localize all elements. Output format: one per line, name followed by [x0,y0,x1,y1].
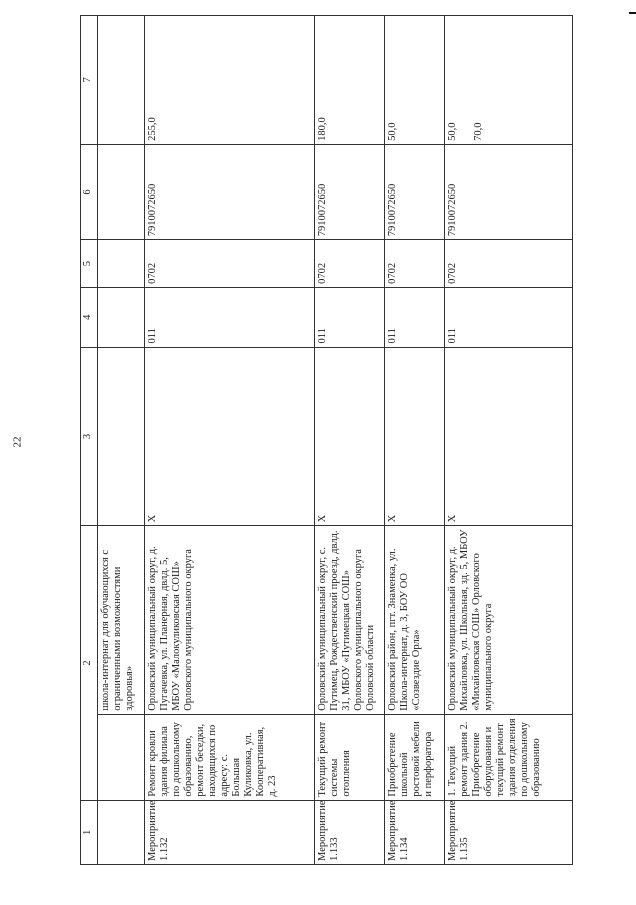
row-amount [315,16,385,145]
row-mark: X [445,347,573,526]
row-recipient: Орловский район, пгт. Знаменка, ул. Школа-интернат, д. 3, БОУ ОО «Созвездие Орла» [385,526,445,714]
budget-table [80,15,573,865]
cell [98,800,145,864]
table-row [145,16,315,865]
header-cell-5: 5 [81,240,98,288]
row-code-a: 011 [385,287,445,347]
amount-value: 70,0 [473,122,484,141]
row-title: Ремонт кровли здания филиала по дошкольному образованию, ремонт беседки, находящихся по адресу: с. Большая Куликовка, ул. Кооперативная, д. 23 [145,714,315,800]
row-code-b: 0702 [385,240,445,288]
amount-value: 50,0 [447,122,458,141]
row-recipient: Орловский муниципальный округ, д. Михайловка, ул. Школьная, зд. 5, МБОУ «Михайловская СОШ» Орловского муниципального округа [445,526,573,714]
rotated-table-container [80,15,600,865]
row-code-a: 011 [445,287,573,347]
row-title: Текущий ремонт системы отопления [315,714,385,800]
cell [98,144,145,239]
row-mark: X [315,347,385,526]
header-cell-1: 1 [81,800,98,864]
page-number: 22 [11,436,24,448]
cell [98,714,145,800]
cell [98,240,145,288]
row-code-c: 7910072650 [315,144,385,239]
header-cell-7: 7 [81,16,98,145]
row-mark: X [385,347,445,526]
cell [98,347,145,526]
row-id: Мероприятие 1.133 [315,800,385,864]
corner-mark [629,12,636,14]
cell [98,287,145,347]
row-code-b: 0702 [315,240,385,288]
row-id: Мероприятие 1.132 [145,800,315,864]
amount-value: 180,0 [317,117,328,141]
table-row [385,16,445,865]
row-amount [385,16,445,145]
row-code-c: 7910072650 [445,144,573,239]
row-id: Мероприятие 1.135 [445,800,573,864]
row-amount [445,16,573,145]
row-code-c: 7910072650 [145,144,315,239]
cell [98,16,145,145]
continuation-row [98,16,145,865]
table-row [315,16,385,865]
header-row [81,16,98,865]
row-recipient: Орловский муниципальный округ, с. Путимец, Рождественский проезд, двлд. 31, МБОУ «Путимецкая СОШ» Орловского муниципального округа Орловской области [315,526,385,714]
row-code-b: 0702 [445,240,573,288]
row-amount [145,16,315,145]
row-title: Приобретение школьной ростовой мебели и перфоратора [385,714,445,800]
row-title: 1. Текущий ремонт здания 2. Приобретение оборудования и текущий ремонт здания отделения по дошкольному образованию [445,714,573,800]
continuation-name: школа-интернат для обучающихся с ограниченными возможностями здоровья» [98,526,145,714]
row-code-c: 7910072650 [385,144,445,239]
row-code-a: 011 [145,287,315,347]
header-cell-3: 3 [81,347,98,526]
row-code-a: 011 [315,287,385,347]
amount-value: 255,0 [147,117,158,141]
row-mark: X [145,347,315,526]
row-id: Мероприятие 1.134 [385,800,445,864]
header-cell-2: 2 [81,526,98,800]
amount-value: 50,0 [387,122,398,141]
row-code-b: 0702 [145,240,315,288]
row-recipient: Орловский муниципальный округ, д. Пугачевка, ул. Планерная, двлд. 5, МБОУ «Малокуликовская СОШ» Орловского муниципального округа [145,526,315,714]
header-cell-4: 4 [81,287,98,347]
table-row [445,16,573,865]
header-cell-6: 6 [81,144,98,239]
